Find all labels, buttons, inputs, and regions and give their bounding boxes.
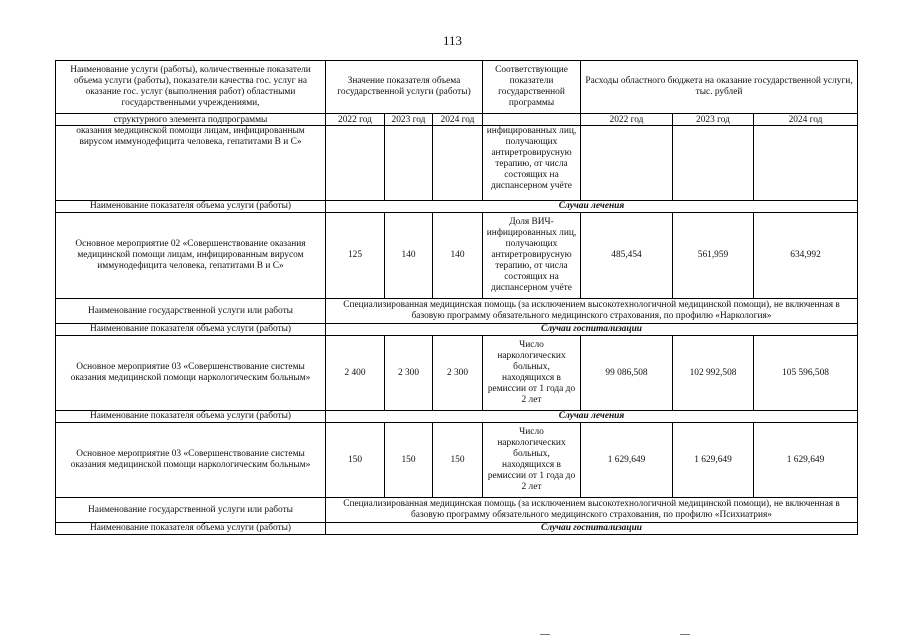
- table-row: [56, 523, 858, 535]
- service-name: Основное мероприятие 03 «Совершенствование системы оказания медицинской помощи наркологическим больным»: [56, 423, 326, 498]
- table-row: [56, 336, 858, 411]
- value-2024: 150: [433, 423, 483, 498]
- value-2022: 2 400: [326, 336, 385, 411]
- header-program-indicators: Соответствующие показатели государственной программы: [483, 61, 581, 114]
- table-row: [56, 126, 858, 201]
- row-label: Наименование государственной услуги или работы: [56, 299, 326, 324]
- expense-2023: 561,959: [673, 213, 754, 299]
- year-cell: 2023 год: [673, 114, 754, 126]
- value-2023: 140: [385, 213, 433, 299]
- table-row: [56, 213, 858, 299]
- row-label: Наименование показателя объема услуги (работы): [56, 523, 326, 535]
- year-cell: 2022 год: [581, 114, 673, 126]
- row-label: Наименование показателя объема услуги (работы): [56, 324, 326, 336]
- row-label: Наименование государственной услуги или работы: [56, 498, 326, 523]
- expense-2023: 1 629,649: [673, 423, 754, 498]
- header-years-row: [56, 114, 858, 126]
- value-2023: 2 300: [385, 336, 433, 411]
- header-budget-expenses: Расходы областного бюджета на оказание государственной услуги, тыс. рублей: [581, 61, 858, 114]
- value-2022: 125: [326, 213, 385, 299]
- row-value: Случаи госпитализации: [326, 523, 858, 535]
- table-row: [56, 411, 858, 423]
- table-row: [56, 498, 858, 523]
- services-table: [55, 60, 858, 535]
- header-service-name-cont: структурного элемента подпрограммы: [56, 114, 326, 126]
- value-2022: 150: [326, 423, 385, 498]
- row-value: Случаи лечения: [326, 411, 858, 423]
- value-2023: 150: [385, 423, 433, 498]
- program-indicator: инфицированных лиц, получающих антиретровирусную терапию, от числа состоящих на диспансерном учёте: [483, 126, 581, 201]
- year-cell: 2023 год: [385, 114, 433, 126]
- year-cell: 2024 год: [433, 114, 483, 126]
- expense-2024: 634,992: [754, 213, 858, 299]
- year-cell: 2024 год: [754, 114, 858, 126]
- expense-2024: 105 596,508: [754, 336, 858, 411]
- value-2024: 140: [433, 213, 483, 299]
- header-row: [56, 61, 858, 114]
- program-indicator: Число наркологических больных, находящихся в ремиссии от 1 года до 2 лет: [483, 336, 581, 411]
- service-name: Основное мероприятие 02 «Совершенствование оказания медицинской помощи лицам, инфицированным вирусом иммунодефицита человека, гепатитами В и С»: [56, 213, 326, 299]
- expense-2022: 1 629,649: [581, 423, 673, 498]
- row-value: Специализированная медицинская помощь (за исключением высокотехнологичной медицинской помощи), не включенная в базовую программу обязательного медицинского страхования, по профилю «Наркология»: [326, 299, 858, 324]
- scan-artifact: [680, 634, 690, 635]
- scan-artifact: [540, 634, 550, 635]
- program-indicator: Доля ВИЧ-инфицированных лиц, получающих антиретровирусную терапию, от числа состоящих на диспансерном учёте: [483, 213, 581, 299]
- row-label: Наименование показателя объема услуги (работы): [56, 201, 326, 213]
- header-service-name: Наименование услуги (работы), количественные показатели объема услуги (работы), показатели качества гос. услуг на оказание гос. услуг (выполнения работ) областными государственными учреждениями,: [56, 61, 326, 114]
- expense-2022: 99 086,508: [581, 336, 673, 411]
- row-label: Наименование показателя объема услуги (работы): [56, 411, 326, 423]
- expense-2023: 102 992,508: [673, 336, 754, 411]
- year-cell: 2022 год: [326, 114, 385, 126]
- page-number: 113: [442, 33, 463, 48]
- year-cell-empty: [483, 114, 581, 126]
- table-row: [56, 201, 858, 213]
- table-row: [56, 299, 858, 324]
- row-value: Специализированная медицинская помощь (за исключением высокотехнологичной медицинской помощи), не включенная в базовую программу обязательного медицинского страхования, по профилю «Психиатрия»: [326, 498, 858, 523]
- table-row: [56, 324, 858, 336]
- expense-2024: 1 629,649: [754, 423, 858, 498]
- service-name: оказания медицинской помощи лицам, инфицированным вирусом иммунодефицита человека, гепатитами В и С»: [56, 126, 326, 201]
- expense-2022: 485,454: [581, 213, 673, 299]
- row-value: Случаи госпитализации: [326, 324, 858, 336]
- service-name: Основное мероприятие 03 «Совершенствование системы оказания медицинской помощи наркологическим больным»: [56, 336, 326, 411]
- row-value: Случаи лечения: [326, 201, 858, 213]
- table-row: [56, 423, 858, 498]
- value-2024: 2 300: [433, 336, 483, 411]
- header-volume-value: Значение показателя объема государственной услуги (работы): [326, 61, 483, 114]
- program-indicator: Число наркологических больных, находящихся в ремиссии от 1 года до 2 лет: [483, 423, 581, 498]
